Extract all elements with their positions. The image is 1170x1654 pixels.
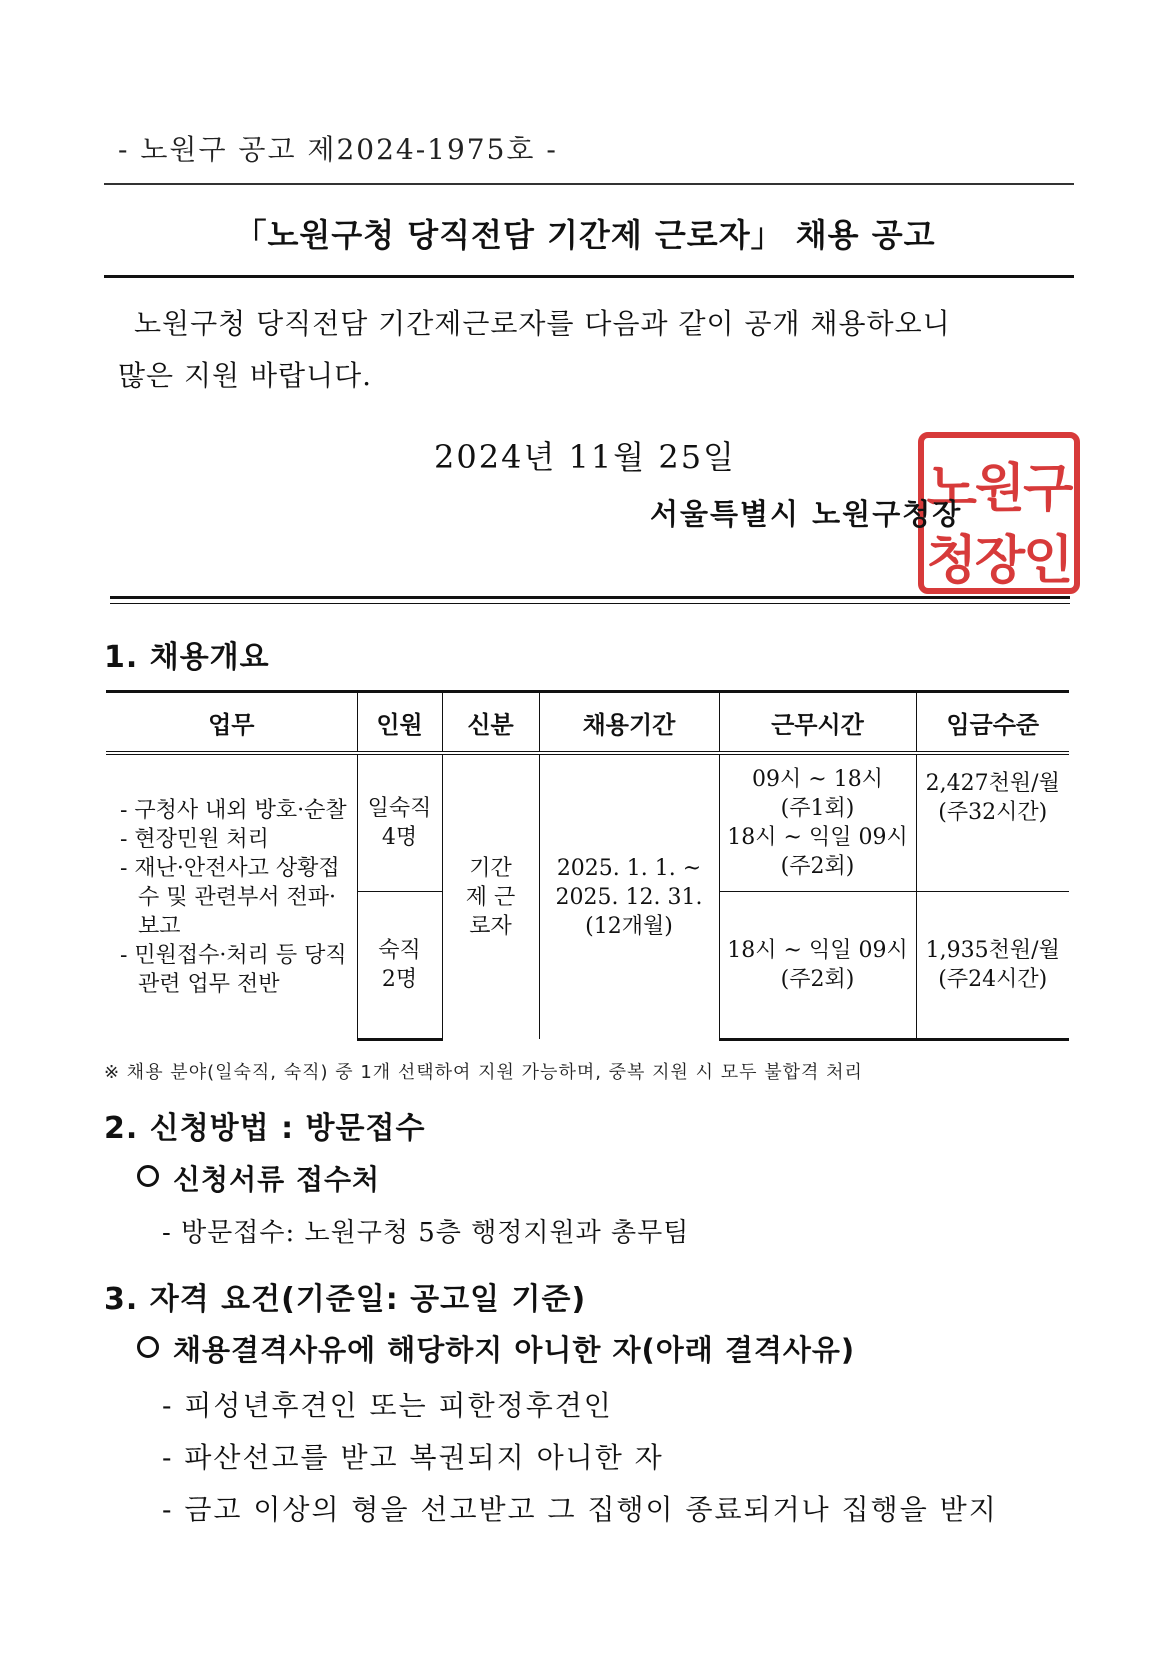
status-cell: 기간제 근로자 xyxy=(442,753,539,1039)
disqualification-list xyxy=(162,1380,998,1536)
header-wage: 임금수준 xyxy=(916,692,1069,754)
list-item: - 금고 이상의 형을 선고받고 그 집행이 종료되거나 집행을 받지 xyxy=(162,1493,998,1526)
section-3-sub: 채용결격사유에 해당하지 아니한 자(아래 결격사유) xyxy=(137,1328,855,1369)
circle-bullet-icon xyxy=(137,1336,159,1358)
notice-number: - 노원구 공고 제2024-1975호 - xyxy=(118,133,558,166)
headcount-cell: 숙직 2명 xyxy=(357,891,442,1039)
page-title: 「노원구청 당직전담 기간제 근로자」 채용 공고 xyxy=(234,216,936,254)
hours-cell: 18시 ~ 익일 09시 (주2회) xyxy=(719,891,916,1039)
intro-line-1: 노원구청 당직전담 기간제근로자를 다음과 같이 공개 채용하오니 xyxy=(134,307,951,340)
table-row xyxy=(106,753,1069,891)
issuer-name: 서울특별시 노원구청장 xyxy=(650,497,963,531)
divider xyxy=(104,183,1074,185)
headcount-cell: 일숙직 4명 xyxy=(357,753,442,891)
seal-line-1: 노원구 xyxy=(926,459,1072,519)
divider xyxy=(110,603,1070,604)
intro-paragraph xyxy=(118,298,1058,402)
list-item: - 피성년후견인 또는 피한정후견인 xyxy=(162,1389,613,1422)
circle-bullet-icon xyxy=(137,1165,159,1187)
section-3-heading: 3. 자격 요건(기준일: 공고일 기준) xyxy=(104,1282,587,1317)
divider xyxy=(104,275,1074,278)
divider xyxy=(110,596,1070,599)
header-hours: 근무시간 xyxy=(719,692,916,754)
hours-cell: 09시 ~ 18시 (주1회) 18시 ~ 익일 09시 (주2회) xyxy=(719,753,916,891)
wage-cell: 2,427천원/월 (주32시간) xyxy=(916,753,1069,891)
period-cell: 2025. 1. 1. ~ 2025. 12. 31. (12개월) xyxy=(539,753,719,1039)
header-duty: 업무 xyxy=(106,692,357,754)
recruitment-table xyxy=(106,690,1069,1041)
section-2-heading: 2. 신청방법 : 방문접수 xyxy=(104,1111,426,1146)
section-1-heading: 1. 채용개요 xyxy=(104,640,270,675)
duty-item: - 민원접수·처리 등 당직 관련 업무 전반 xyxy=(120,942,347,997)
list-item: - 파산선고를 받고 복권되지 아니한 자 xyxy=(162,1441,664,1474)
wage-cell: 1,935천원/월 (주24시간) xyxy=(916,891,1069,1039)
table-header-row xyxy=(106,692,1069,754)
duty-list xyxy=(106,753,357,1039)
notice-date: 2024년 11월 25일 xyxy=(434,438,736,476)
duty-item: - 재난·안전사고 상황접수 및 관련부서 전파·보고 xyxy=(120,855,340,939)
seal-line-2: 청장인 xyxy=(926,531,1072,591)
header-headcount: 인원 xyxy=(357,692,442,754)
application-note: ※ 채용 분야(일숙직, 숙직) 중 1개 선택하여 지원 가능하며, 중복 지원 시 모두 불합격 처리 xyxy=(104,1062,863,1083)
section-2-sub: 신청서류 접수처 xyxy=(137,1158,380,1198)
duty-item: - 현장민원 처리 xyxy=(120,826,269,852)
header-status: 신분 xyxy=(442,692,539,754)
header-period: 채용기간 xyxy=(539,692,719,754)
submission-location: - 방문접수: 노원구청 5층 행정지원과 총무팀 xyxy=(162,1218,690,1248)
duty-item: - 구청사 내외 방호·순찰 xyxy=(120,797,347,823)
intro-line-2: 많은 지원 바랍니다. xyxy=(118,359,373,392)
